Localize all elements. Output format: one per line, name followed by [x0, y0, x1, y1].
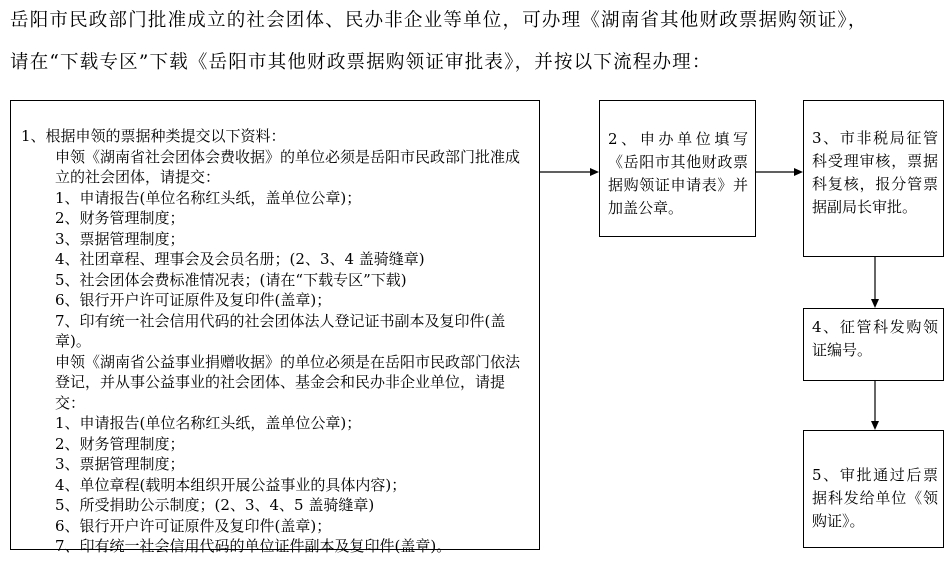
- arrowhead-1-to-2: [590, 168, 599, 176]
- group-a-item: 7、印有统一社会信用代码的社会团体法人登记证书副本及复印件(盖章)。: [55, 311, 506, 350]
- group-b-item: 1、申请报告(单位名称红头纸，盖单位公章)；: [55, 414, 362, 432]
- group-a-item: 3、票据管理制度；: [55, 229, 185, 248]
- step-3-text: 3、市非税局征管科受理审核，票据科复核，报分管票据副局长审批。: [812, 129, 938, 216]
- group-a-intro: 申领《湖南省社会团体会费收据》的单位必须是岳阳市民政部门批准成立的社会团体，请提交：: [55, 147, 521, 186]
- intro-line-1: 岳阳市民政部门批准成立的社会团体、民办非企业等单位，可办理《湖南省其他财政票据购领证》，: [10, 10, 868, 31]
- arrowhead-3-to-4: [871, 299, 879, 308]
- group-b-item: 2、财务管理制度；: [55, 434, 185, 453]
- arrowhead-4-to-5: [871, 421, 879, 430]
- step-4-text: 4、征管科发购领证编号。: [812, 318, 938, 359]
- group-b-intro: 申领《湖南省公益事业捐赠收据》的单位必须是在岳阳市民政部门依法登记，并从事公益事业的社会团体、基金会和民办非企业单位，请提交：: [55, 352, 521, 412]
- group-b-item: 4、单位章程(载明本组织开展公益事业的具体内容)；: [55, 475, 407, 494]
- group-a-item: 4、社团章程、理事会及会员名册；(2、3、4 盖骑缝章): [55, 250, 425, 268]
- group-a-item: 6、银行开户许可证原件及复印件(盖章)；: [55, 291, 332, 309]
- group-a-item: 2、财务管理制度；: [55, 209, 185, 227]
- intro-line-2: 请在“下载专区”下载《岳阳市其他财政票据购领证审批表》，并按以下流程办理：: [10, 52, 712, 73]
- step-1-title: 1、根据申领的票据种类提交以下资料：: [21, 127, 286, 145]
- group-b-item: 5、所受捐助公示制度；(2、3、4、5 盖骑缝章): [55, 496, 375, 514]
- arrowhead-2-to-3: [794, 168, 803, 176]
- step-2-text: 2、申办单位填写《岳阳市其他财政票据购领证申请表》并加盖公章。: [608, 130, 748, 217]
- step-5-text: 5、审批通过后票据科发给单位《领购证》。: [812, 466, 938, 530]
- group-b-item: 7、印有统一社会信用代码的单位证件副本及复印件(盖章)。: [55, 537, 452, 555]
- group-b-item: 3、票据管理制度；: [55, 455, 185, 473]
- group-b-item: 6、银行开户许可证原件及复印件(盖章)；: [55, 516, 332, 535]
- group-a-item: 1、申请报告(单位名称红头纸，盖单位公章)；: [55, 188, 362, 207]
- group-a-item: 5、社会团体会费标准情况表；(请在“下载专区”下载): [55, 270, 407, 289]
